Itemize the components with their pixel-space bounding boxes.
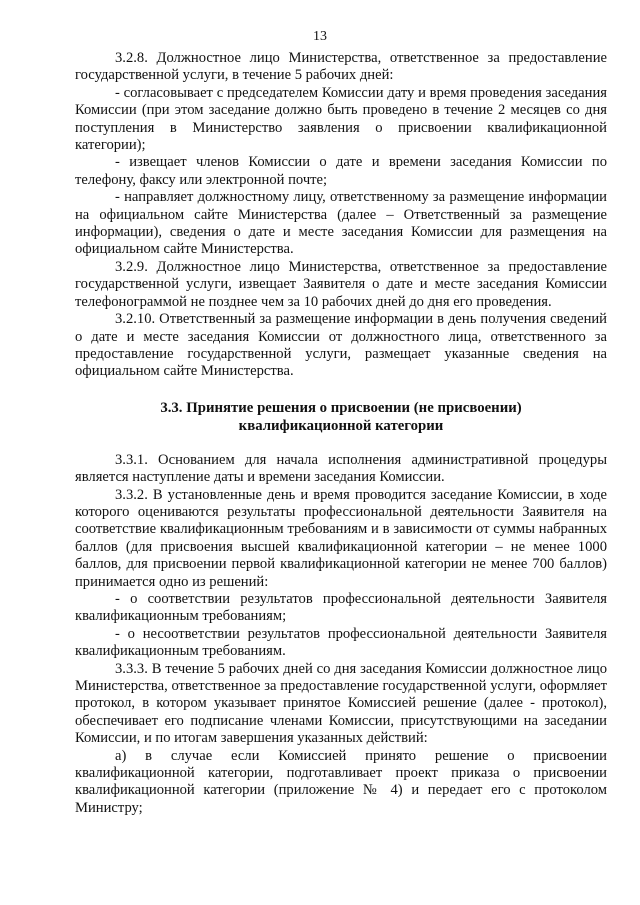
paragraph-3-2-8-item-1: - согласовывает с председателем Комиссии дату и время проведения заседания Комиссии (при этом заседание должно быть проведено в течение 2 месяцев со дня поступления в Министерство заявления о присвоении квалификационной категории); (75, 84, 607, 154)
section-heading-line-2: квалификационной категории (238, 417, 444, 434)
paragraph-3-3-1: 3.3.1. Основанием для начала исполнения административной процедуры является наступление даты и времени заседания Комиссии. (75, 451, 607, 486)
paragraph-3-3-2: 3.3.2. В установленные день и время проводится заседание Комиссии, в ходе которого оцениваются результаты профессиональной деятельности Заявителя на соответствие квалификационным требованиям и в зависимости от суммы набранных баллов (для присвоения высшей квалификационной категории – не менее 1000 баллов, для присвоении первой квалификационной категории не менее 700 баллов) принимается одно из решений: (75, 486, 607, 590)
paragraph-3-3-2-option-2: - о несоответствии результатов профессиональной деятельности Заявителя квалификационным требованиям. (75, 625, 607, 660)
document-body (75, 50, 607, 817)
section-body (75, 452, 607, 818)
paragraph-3-2-10: 3.2.10. Ответственный за размещение информации в день получения сведений о дате и месте заседания Комиссии от должностного лица, ответственного за предоставление государственной услуги, размещает указанные сведения на официальном сайте Министерства. (75, 311, 607, 380)
paragraph-3-2-8: 3.2.8. Должностное лицо Министерства, ответственное за предоставление государственной услуги, в течение 5 рабочих дней: (75, 50, 607, 84)
paragraph-3-3-3: 3.3.3. В течение 5 рабочих дней со дня заседания Комиссии должностное лицо Министерства, ответственное за предоставление государственной услуги, оформляет протокол, в котором указывает принятое Комиссией решение (далее - протокол), обеспечивает его подписание членами Комиссии, присутствующими на заседании Комиссии, и по итогам завершения указанных действий: (75, 660, 607, 747)
section-heading (75, 399, 607, 435)
section-heading-line-1: 3.3. Принятие решения о присвоении (не присвоении) (160, 399, 522, 416)
paragraph-3-2-8-item-2: - извещает членов Комиссии о дате и времени заседания Комиссии по телефону, факсу или электронной почте; (75, 154, 607, 188)
page-number: 13 (313, 29, 327, 44)
paragraph-3-3-2-option-1: - о соответствии результатов профессиональной деятельности Заявителя квалификационным требованиям; (75, 590, 607, 625)
paragraph-3-3-3-item-a: а) в случае если Комиссией принято решение о присвоении квалификационной категории, подготавливает проект приказа о присвоении квалификационной категории (приложение № 4) и передает его с протоколом Министру; (75, 747, 607, 816)
paragraph-3-2-8-item-3: - направляет должностному лицу, ответственному за размещение информации на официальном сайте Министерства (далее – Ответственный за размещение информации), сведения о дате и месте заседания Комиссии для размещения на официальном сайте Министерства. (75, 189, 607, 258)
paragraph-3-2-9: 3.2.9. Должностное лицо Министерства, ответственное за предоставление государственной услуги, извещает Заявителя о дате и месте заседания Комиссии телефонограммой не позднее чем за 10 рабочих дней до дня его проведения. (75, 258, 607, 310)
